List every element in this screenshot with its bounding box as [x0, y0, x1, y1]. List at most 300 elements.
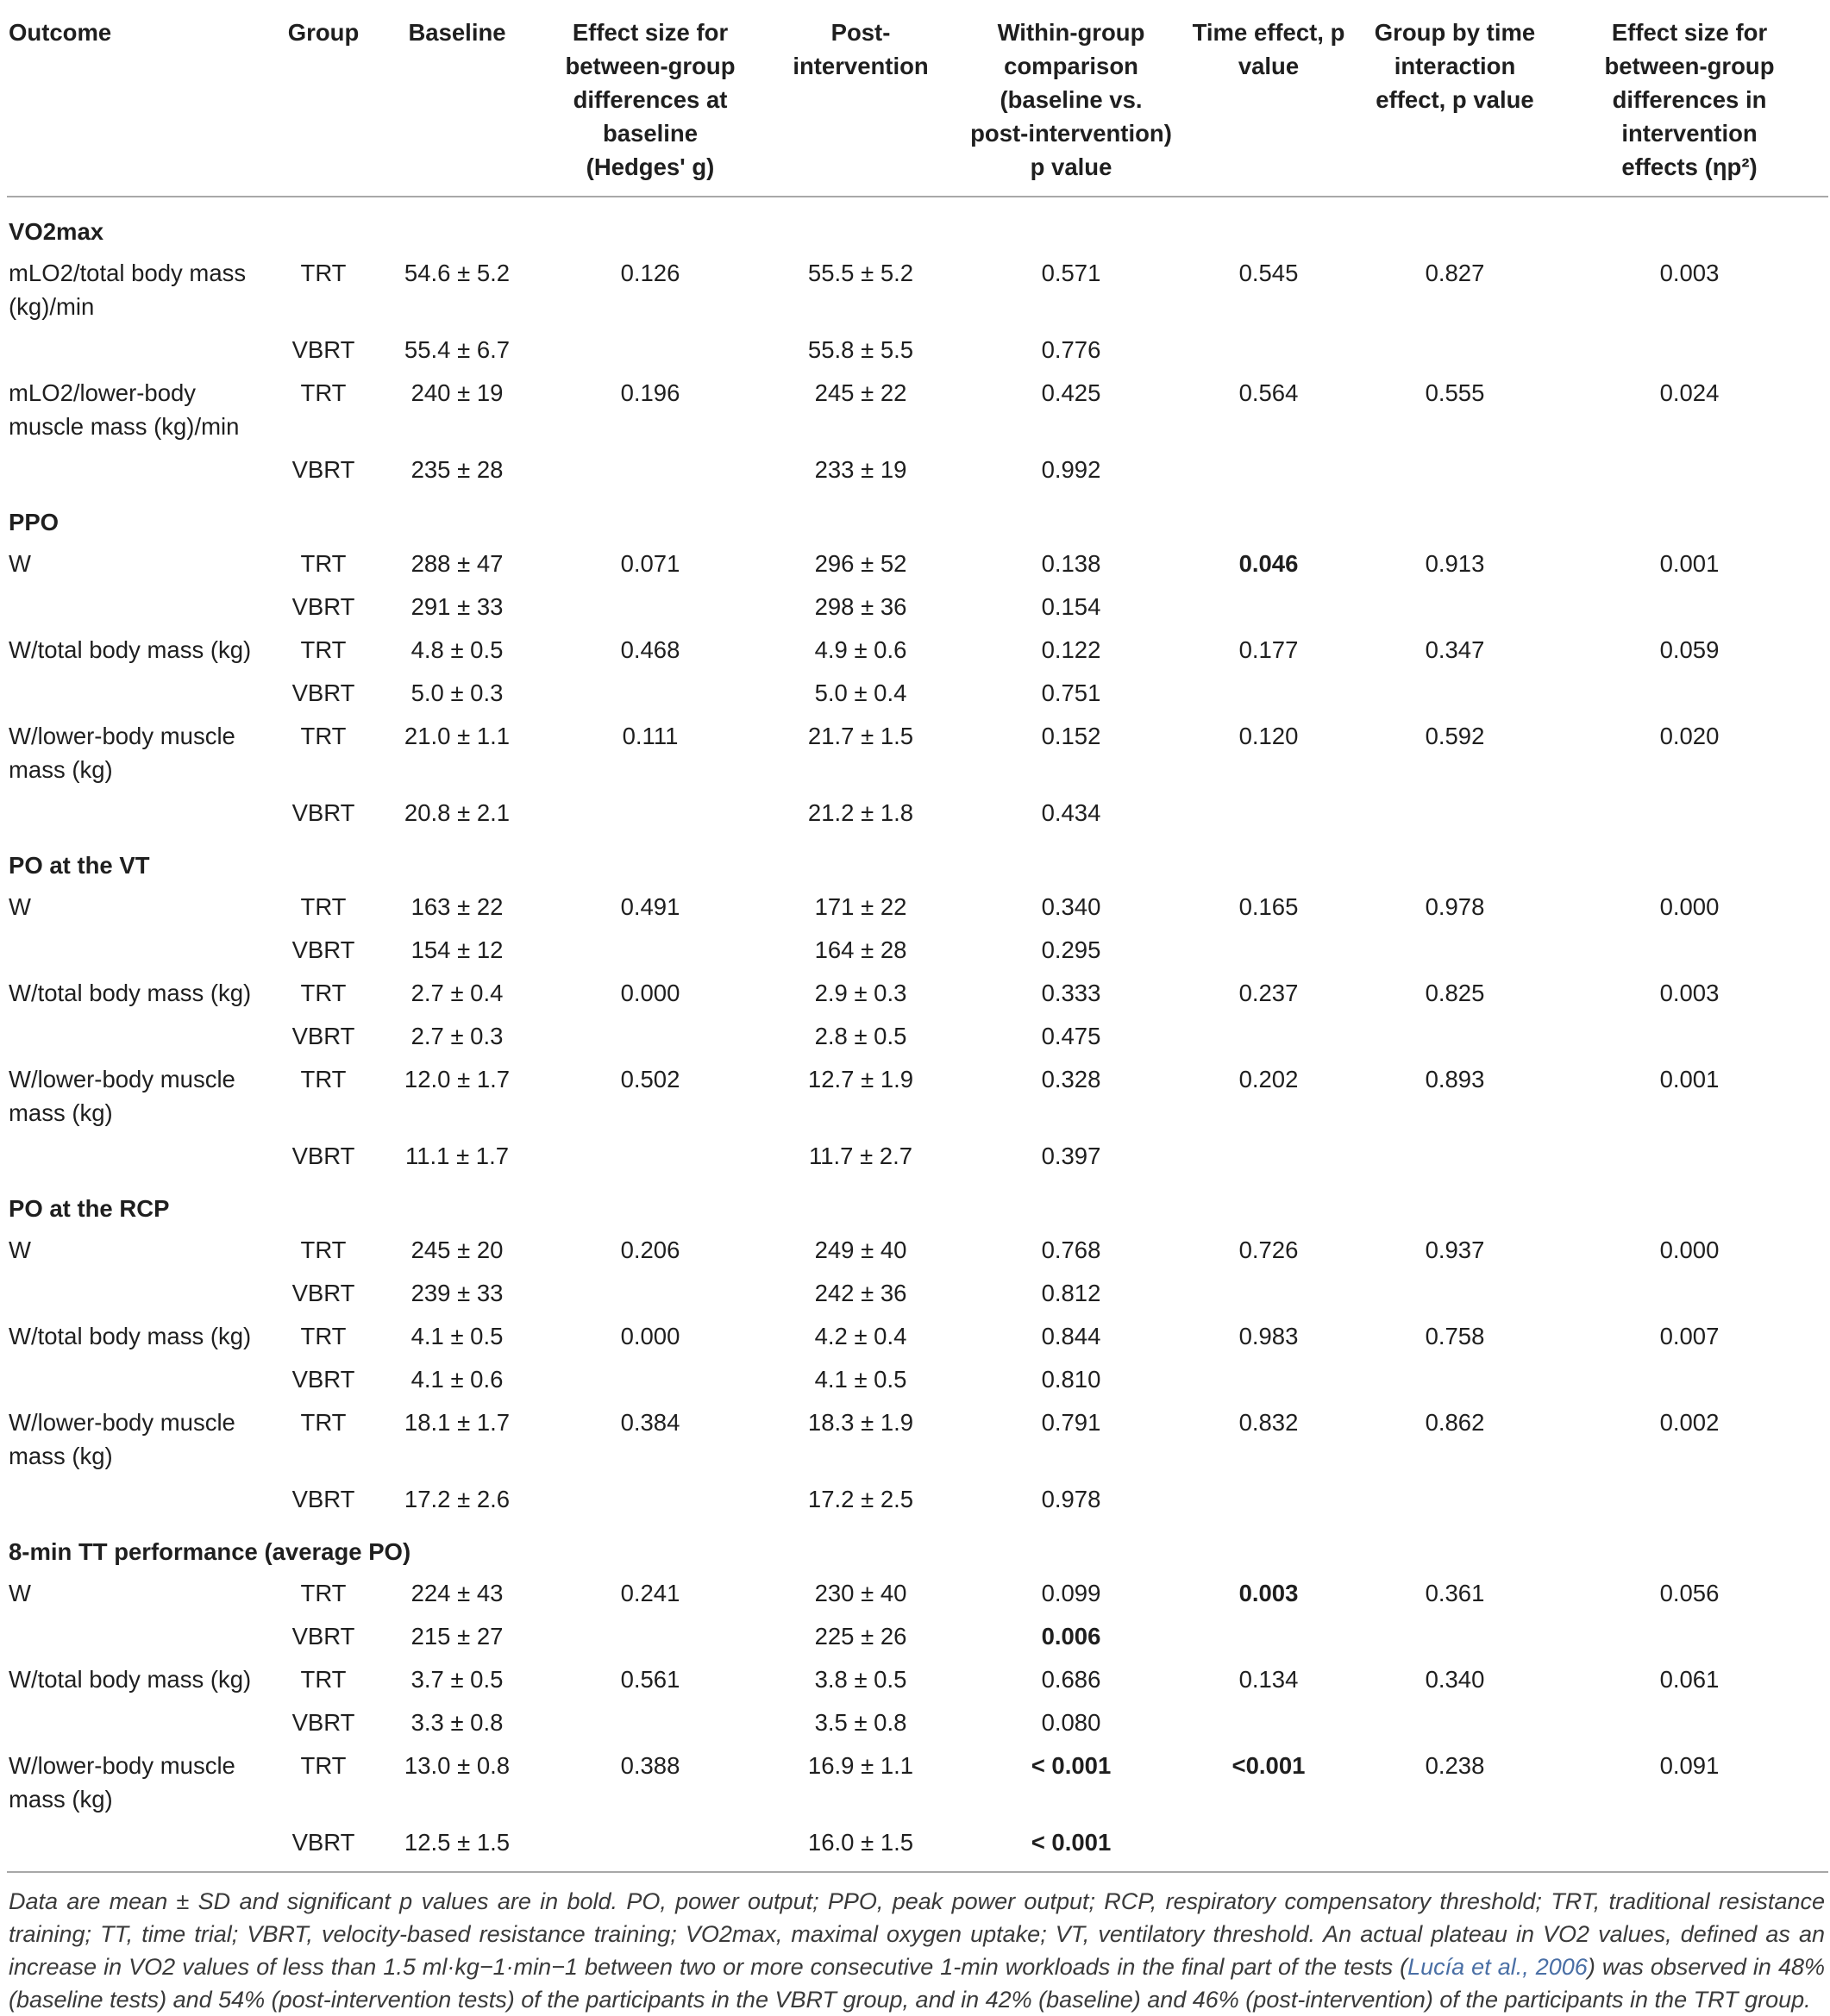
header-line: Time effect, p	[1192, 19, 1345, 46]
table-body	[7, 197, 1828, 1872]
cell-interaction	[1359, 1272, 1551, 1315]
cell-eta: 0.056	[1659, 1580, 1720, 1606]
cell-group: TRT	[300, 893, 347, 920]
cell-baseline: 12.5 ± 1.5	[371, 1821, 543, 1872]
section-title: VO2max	[9, 218, 104, 245]
cell-baseline: 3.7 ± 0.5	[410, 1666, 504, 1693]
table-row	[7, 1358, 1828, 1401]
cell-baseline: 12.0 ± 1.7	[404, 1066, 511, 1093]
cell-within: 0.006	[1041, 1623, 1101, 1650]
header-line: effect, p value	[1376, 86, 1534, 113]
cell-interaction	[1359, 929, 1551, 972]
cell-es: 0.384	[620, 1409, 680, 1436]
cell-group: TRT	[300, 1752, 347, 1779]
header-line: Group by time	[1374, 19, 1536, 46]
cell-outcome	[7, 1821, 276, 1872]
header-group: Group	[276, 0, 371, 197]
cell-interaction	[1359, 329, 1551, 372]
cell-outcome: W/total body mass (kg)	[9, 1666, 252, 1693]
cell-es	[543, 329, 757, 372]
cell-within: 0.154	[1041, 593, 1101, 620]
footnote-text: Data are mean ± SD and significant p values are in bold. PO, power output; PPO, peak power output; RCP, respiratory compensatory threshold; TRT, traditional resistance training; TT, time trial; VBRT, velocity-based resistance training; VO2max, maximal oxygen uptake; VT, ventilatory threshold. An actual plateau in VO2 values, defined as an increase in VO2 values of less than 1.5 ml·kg−1·min−1 between two or more consecutive 1-min workloads in the final part of the tests (	[9, 1888, 1825, 1980]
cell-es: 0.491	[620, 893, 680, 920]
cell-eta: 0.003	[1659, 980, 1720, 1006]
cell-eta: 0.002	[1659, 1409, 1720, 1436]
cell-interaction	[1359, 1478, 1551, 1521]
cell-outcome: W/lower-body muscle mass (kg)	[9, 723, 235, 783]
cell-es: 0.206	[620, 1237, 680, 1263]
cell-outcome: W	[9, 550, 31, 577]
cell-baseline: 13.0 ± 0.8	[404, 1752, 511, 1779]
cell-baseline: 245 ± 20	[410, 1237, 504, 1263]
cell-outcome: W	[9, 1580, 31, 1606]
header-line: effects (ηp²)	[1621, 153, 1758, 180]
cell-es: 0.468	[620, 636, 680, 663]
cell-outcome	[7, 1135, 276, 1178]
table-row	[7, 1135, 1828, 1178]
table-row	[7, 585, 1828, 629]
cell-time: 0.545	[1238, 260, 1299, 286]
header-line: value	[1238, 53, 1300, 79]
cell-post: 242 ± 36	[814, 1280, 907, 1306]
cell-group: VBRT	[291, 799, 355, 826]
table-row	[7, 629, 1828, 672]
table-row	[7, 929, 1828, 972]
cell-post: 21.7 ± 1.5	[807, 723, 914, 749]
cell-outcome: W	[9, 893, 31, 920]
cell-group: TRT	[300, 260, 347, 286]
cell-time	[1178, 1015, 1359, 1058]
cell-interaction	[1359, 672, 1551, 715]
cell-outcome: W/lower-body muscle mass (kg)	[9, 1066, 235, 1126]
cell-outcome	[7, 1015, 276, 1058]
cell-group: VBRT	[291, 336, 355, 363]
cell-baseline: 224 ± 43	[410, 1580, 504, 1606]
cell-outcome	[7, 1272, 276, 1315]
header-within	[964, 0, 1178, 197]
cell-es: 0.071	[620, 550, 680, 577]
cell-interaction: 0.827	[1425, 260, 1485, 286]
cell-baseline: 2.7 ± 0.3	[410, 1023, 504, 1049]
cell-within: 0.425	[1041, 379, 1101, 406]
cell-es: 0.502	[620, 1066, 680, 1093]
cell-post: 171 ± 22	[814, 893, 907, 920]
cell-baseline: 291 ± 33	[410, 593, 504, 620]
table-row	[7, 1272, 1828, 1315]
table-row	[7, 1058, 1828, 1135]
cell-outcome	[7, 585, 276, 629]
cell-post: 21.2 ± 1.8	[807, 799, 914, 826]
cell-time: 0.134	[1238, 1666, 1299, 1693]
cell-group: VBRT	[291, 1623, 355, 1650]
cell-within: 0.571	[1041, 260, 1101, 286]
cell-time	[1178, 1615, 1359, 1658]
cell-eta: 0.024	[1659, 379, 1720, 406]
cell-interaction: 0.825	[1425, 980, 1485, 1006]
cell-interaction: 0.347	[1425, 636, 1485, 663]
cell-post: 230 ± 40	[814, 1580, 907, 1606]
cell-group: TRT	[300, 1580, 347, 1606]
cell-outcome	[7, 329, 276, 372]
cell-outcome	[7, 448, 276, 491]
cell-eta	[1551, 672, 1828, 715]
cell-eta	[1551, 329, 1828, 372]
results-table	[7, 0, 1828, 1873]
cell-group: VBRT	[291, 936, 355, 963]
cell-outcome: W/total body mass (kg)	[9, 980, 252, 1006]
cell-es	[543, 929, 757, 972]
cell-post: 5.0 ± 0.4	[814, 679, 907, 706]
cell-outcome	[7, 1478, 276, 1521]
cell-post: 12.7 ± 1.9	[807, 1066, 914, 1093]
header-line: p value	[1030, 153, 1112, 180]
cell-baseline: 163 ± 22	[410, 893, 504, 920]
cell-eta: 0.061	[1659, 1666, 1720, 1693]
cell-post: 225 ± 26	[814, 1623, 907, 1650]
section-row	[7, 491, 1828, 542]
cell-baseline: 4.1 ± 0.6	[410, 1366, 504, 1393]
cell-time	[1178, 1701, 1359, 1744]
header-line: interaction	[1394, 53, 1516, 79]
cell-baseline: 2.7 ± 0.4	[410, 980, 504, 1006]
header-line: Effect size for	[572, 19, 729, 46]
cell-baseline: 154 ± 12	[410, 936, 504, 963]
cell-post: 11.7 ± 2.7	[808, 1143, 913, 1169]
section-title: PO at the RCP	[9, 1195, 170, 1222]
table-container	[7, 0, 1828, 2016]
cell-group: TRT	[300, 723, 347, 749]
cell-within: 0.475	[1041, 1023, 1101, 1049]
cell-post: 4.1 ± 0.5	[814, 1366, 907, 1393]
header-row	[7, 0, 1828, 197]
table-row	[7, 1401, 1828, 1478]
cell-group: VBRT	[291, 1709, 355, 1736]
cell-post: 55.8 ± 5.5	[807, 336, 914, 363]
cell-post: 249 ± 40	[814, 1237, 907, 1263]
section-row	[7, 1178, 1828, 1229]
cell-time	[1178, 1272, 1359, 1315]
cell-eta: 0.091	[1659, 1752, 1720, 1779]
cell-eta	[1551, 1015, 1828, 1058]
cell-es	[543, 1701, 757, 1744]
header-line: between-group	[1604, 53, 1775, 79]
cell-interaction	[1359, 1015, 1551, 1058]
cell-eta	[1551, 1478, 1828, 1521]
cell-within: < 0.001	[964, 1821, 1178, 1872]
cell-es	[543, 1615, 757, 1658]
cell-post: 298 ± 36	[814, 593, 907, 620]
table-footnote	[7, 1873, 1828, 2016]
cell-post: 245 ± 22	[814, 379, 907, 406]
cell-within: 0.122	[1041, 636, 1101, 663]
cell-interaction	[1359, 585, 1551, 629]
cell-time: 0.202	[1238, 1066, 1299, 1093]
header-interaction	[1359, 0, 1551, 197]
cell-eta: 0.020	[1659, 723, 1720, 749]
header-line: Within-group	[997, 19, 1145, 46]
cell-eta	[1551, 448, 1828, 491]
cell-eta	[1551, 585, 1828, 629]
cell-interaction: 0.592	[1425, 723, 1485, 749]
citation-link[interactable]: Lucía et al., 2006	[1407, 1954, 1588, 1980]
cell-es: 0.196	[620, 379, 680, 406]
table-row	[7, 1015, 1828, 1058]
cell-es	[543, 792, 757, 835]
section-title: 8-min TT performance (average PO)	[9, 1538, 411, 1565]
cell-outcome: W/lower-body muscle mass (kg)	[9, 1409, 235, 1469]
cell-baseline: 55.4 ± 6.7	[404, 336, 511, 363]
cell-post: 3.8 ± 0.5	[814, 1666, 907, 1693]
section-title: PO at the VT	[9, 852, 150, 879]
cell-time: 0.726	[1238, 1237, 1299, 1263]
cell-group: VBRT	[276, 1821, 371, 1872]
cell-within: 0.328	[1041, 1066, 1101, 1093]
cell-within: 0.992	[1041, 456, 1101, 483]
cell-interaction	[1359, 1358, 1551, 1401]
cell-time: 0.177	[1238, 636, 1299, 663]
cell-within: 0.333	[1041, 980, 1101, 1006]
cell-baseline: 18.1 ± 1.7	[404, 1409, 511, 1436]
cell-outcome	[7, 1358, 276, 1401]
cell-within: 0.776	[1041, 336, 1101, 363]
cell-outcome: W	[9, 1237, 31, 1263]
cell-eta: 0.000	[1659, 893, 1720, 920]
cell-time	[1178, 1358, 1359, 1401]
cell-post: 2.8 ± 0.5	[814, 1023, 907, 1049]
cell-baseline: 239 ± 33	[410, 1280, 504, 1306]
cell-eta	[1551, 792, 1828, 835]
table-row	[7, 672, 1828, 715]
cell-within: 0.810	[1041, 1366, 1101, 1393]
cell-post: 55.5 ± 5.2	[807, 260, 914, 286]
cell-es	[543, 1821, 757, 1872]
cell-outcome: W/total body mass (kg)	[9, 1323, 252, 1349]
cell-es	[543, 672, 757, 715]
table-row	[7, 1478, 1828, 1521]
table-row	[7, 1315, 1828, 1358]
header-line: baseline	[602, 120, 699, 147]
cell-eta	[1551, 1358, 1828, 1401]
cell-group: TRT	[300, 550, 347, 577]
cell-baseline: 4.1 ± 0.5	[410, 1323, 504, 1349]
cell-baseline: 240 ± 19	[410, 379, 504, 406]
cell-outcome	[7, 792, 276, 835]
cell-time: 0.983	[1238, 1323, 1299, 1349]
cell-time	[1178, 1478, 1359, 1521]
cell-eta	[1551, 1701, 1828, 1744]
table-row	[7, 329, 1828, 372]
cell-interaction: 0.862	[1425, 1409, 1485, 1436]
header-post	[757, 0, 964, 197]
cell-eta: 0.059	[1659, 636, 1720, 663]
table-row	[7, 886, 1828, 929]
cell-time	[1178, 792, 1359, 835]
cell-post: 18.3 ± 1.9	[807, 1409, 914, 1436]
cell-eta: 0.000	[1659, 1237, 1720, 1263]
cell-interaction: 0.555	[1425, 379, 1485, 406]
cell-eta	[1551, 929, 1828, 972]
cell-interaction: 0.361	[1425, 1580, 1485, 1606]
cell-baseline: 3.3 ± 0.8	[410, 1709, 504, 1736]
cell-baseline: 54.6 ± 5.2	[404, 260, 511, 286]
cell-outcome	[7, 672, 276, 715]
cell-es: 0.000	[620, 980, 680, 1006]
header-line: between-group	[565, 53, 736, 79]
table-row	[7, 1615, 1828, 1658]
cell-time	[1178, 329, 1359, 372]
cell-post: 4.9 ± 0.6	[814, 636, 907, 663]
cell-es: 0.000	[620, 1323, 680, 1349]
cell-within: 0.812	[1041, 1280, 1101, 1306]
cell-within: 0.080	[1041, 1709, 1101, 1736]
header-line: Effect size for	[1611, 19, 1768, 46]
cell-es: 0.126	[620, 260, 680, 286]
cell-baseline: 215 ± 27	[410, 1623, 504, 1650]
cell-time	[1178, 585, 1359, 629]
section-row	[7, 1521, 1828, 1572]
cell-eta: 0.001	[1659, 550, 1720, 577]
header-line: differences at	[573, 86, 728, 113]
cell-es	[543, 1358, 757, 1401]
table-row	[7, 1821, 1828, 1872]
cell-time	[1178, 1135, 1359, 1178]
cell-interaction	[1359, 1821, 1551, 1872]
cell-interaction: 0.937	[1425, 1237, 1485, 1263]
cell-group: VBRT	[291, 1280, 355, 1306]
cell-interaction	[1359, 1615, 1551, 1658]
cell-eta	[1551, 1821, 1828, 1872]
cell-time: 0.832	[1238, 1409, 1299, 1436]
header-line: (baseline vs.	[1000, 86, 1143, 113]
cell-group: TRT	[300, 636, 347, 663]
section-row	[7, 835, 1828, 886]
cell-post: 3.5 ± 0.8	[814, 1709, 907, 1736]
cell-post: 296 ± 52	[814, 550, 907, 577]
cell-within: 0.978	[1041, 1486, 1101, 1512]
cell-es: 0.561	[620, 1666, 680, 1693]
table-row	[7, 715, 1828, 792]
cell-time	[1178, 929, 1359, 972]
cell-es	[543, 1272, 757, 1315]
cell-interaction	[1359, 1135, 1551, 1178]
cell-time: 0.120	[1238, 723, 1299, 749]
table-row	[7, 1572, 1828, 1615]
cell-time: 0.165	[1238, 893, 1299, 920]
cell-es	[543, 1015, 757, 1058]
cell-group: TRT	[300, 1666, 347, 1693]
cell-interaction: 0.913	[1425, 550, 1485, 577]
cell-post: 16.9 ± 1.1	[807, 1752, 914, 1779]
cell-eta: 0.003	[1659, 260, 1720, 286]
cell-within: 0.768	[1041, 1237, 1101, 1263]
cell-group: TRT	[300, 379, 347, 406]
cell-group: VBRT	[291, 1023, 355, 1049]
cell-baseline: 288 ± 47	[410, 550, 504, 577]
table-row	[7, 448, 1828, 491]
cell-interaction	[1359, 792, 1551, 835]
table-row	[7, 972, 1828, 1015]
cell-es	[543, 448, 757, 491]
cell-within: 0.791	[1041, 1409, 1101, 1436]
cell-post: 16.0 ± 1.5	[757, 1821, 964, 1872]
cell-time	[1178, 672, 1359, 715]
cell-group: TRT	[300, 1237, 347, 1263]
header-outcome: Outcome	[7, 0, 276, 197]
cell-interaction: 0.758	[1425, 1323, 1485, 1349]
table-row	[7, 1229, 1828, 1272]
cell-outcome: mLO2/total body mass (kg)/min	[9, 260, 247, 320]
cell-time: <0.001	[1231, 1752, 1306, 1779]
cell-outcome	[7, 1615, 276, 1658]
table-row	[7, 542, 1828, 585]
header-line: post-intervention)	[970, 120, 1172, 147]
cell-time: 0.046	[1238, 550, 1299, 577]
cell-group: TRT	[300, 980, 347, 1006]
table-row	[7, 1658, 1828, 1701]
cell-baseline: 20.8 ± 2.1	[404, 799, 511, 826]
cell-group: TRT	[300, 1066, 347, 1093]
cell-within: 0.397	[1041, 1143, 1101, 1169]
cell-eta: 0.007	[1659, 1323, 1720, 1349]
cell-post: 2.9 ± 0.3	[814, 980, 907, 1006]
cell-baseline: 5.0 ± 0.3	[410, 679, 504, 706]
cell-post: 164 ± 28	[814, 936, 907, 963]
cell-es	[543, 1478, 757, 1521]
header-line: intervention	[793, 53, 929, 79]
cell-time: 0.237	[1238, 980, 1299, 1006]
cell-time: 0.003	[1238, 1580, 1299, 1606]
header-baseline: Baseline	[371, 0, 543, 197]
cell-eta	[1551, 1615, 1828, 1658]
cell-group: VBRT	[291, 1366, 355, 1393]
cell-es	[543, 1135, 757, 1178]
cell-es: 0.388	[620, 1752, 680, 1779]
cell-within: 0.751	[1041, 679, 1101, 706]
header-es-baseline	[543, 0, 757, 197]
cell-group: VBRT	[291, 1143, 355, 1169]
cell-group: VBRT	[291, 456, 355, 483]
cell-within: 0.138	[1041, 550, 1101, 577]
table-row	[7, 1701, 1828, 1744]
cell-eta	[1551, 1272, 1828, 1315]
cell-interaction	[1359, 448, 1551, 491]
cell-interaction: 0.340	[1425, 1666, 1485, 1693]
header-line: (Hedges' g)	[586, 153, 715, 180]
cell-baseline: 235 ± 28	[410, 456, 504, 483]
table-row	[7, 372, 1828, 448]
section-title: PPO	[9, 509, 60, 535]
cell-group: VBRT	[291, 593, 355, 620]
cell-time: 0.564	[1238, 379, 1299, 406]
cell-post: 17.2 ± 2.5	[807, 1486, 914, 1512]
cell-eta: 0.001	[1659, 1066, 1720, 1093]
header-line: comparison	[1004, 53, 1138, 79]
cell-outcome: W/total body mass (kg)	[9, 636, 252, 663]
cell-eta	[1551, 1135, 1828, 1178]
cell-interaction: 0.978	[1425, 893, 1485, 920]
table-row	[7, 252, 1828, 329]
header-time	[1178, 0, 1359, 197]
cell-group: VBRT	[291, 679, 355, 706]
cell-baseline: 17.2 ± 2.6	[404, 1486, 511, 1512]
cell-baseline: 21.0 ± 1.1	[404, 723, 511, 749]
cell-within: 0.434	[1041, 799, 1101, 826]
cell-within: 0.099	[1041, 1580, 1101, 1606]
cell-within: 0.844	[1041, 1323, 1101, 1349]
cell-within: 0.152	[1041, 723, 1101, 749]
cell-baseline: 4.8 ± 0.5	[410, 636, 504, 663]
header-line: intervention	[1621, 120, 1758, 147]
